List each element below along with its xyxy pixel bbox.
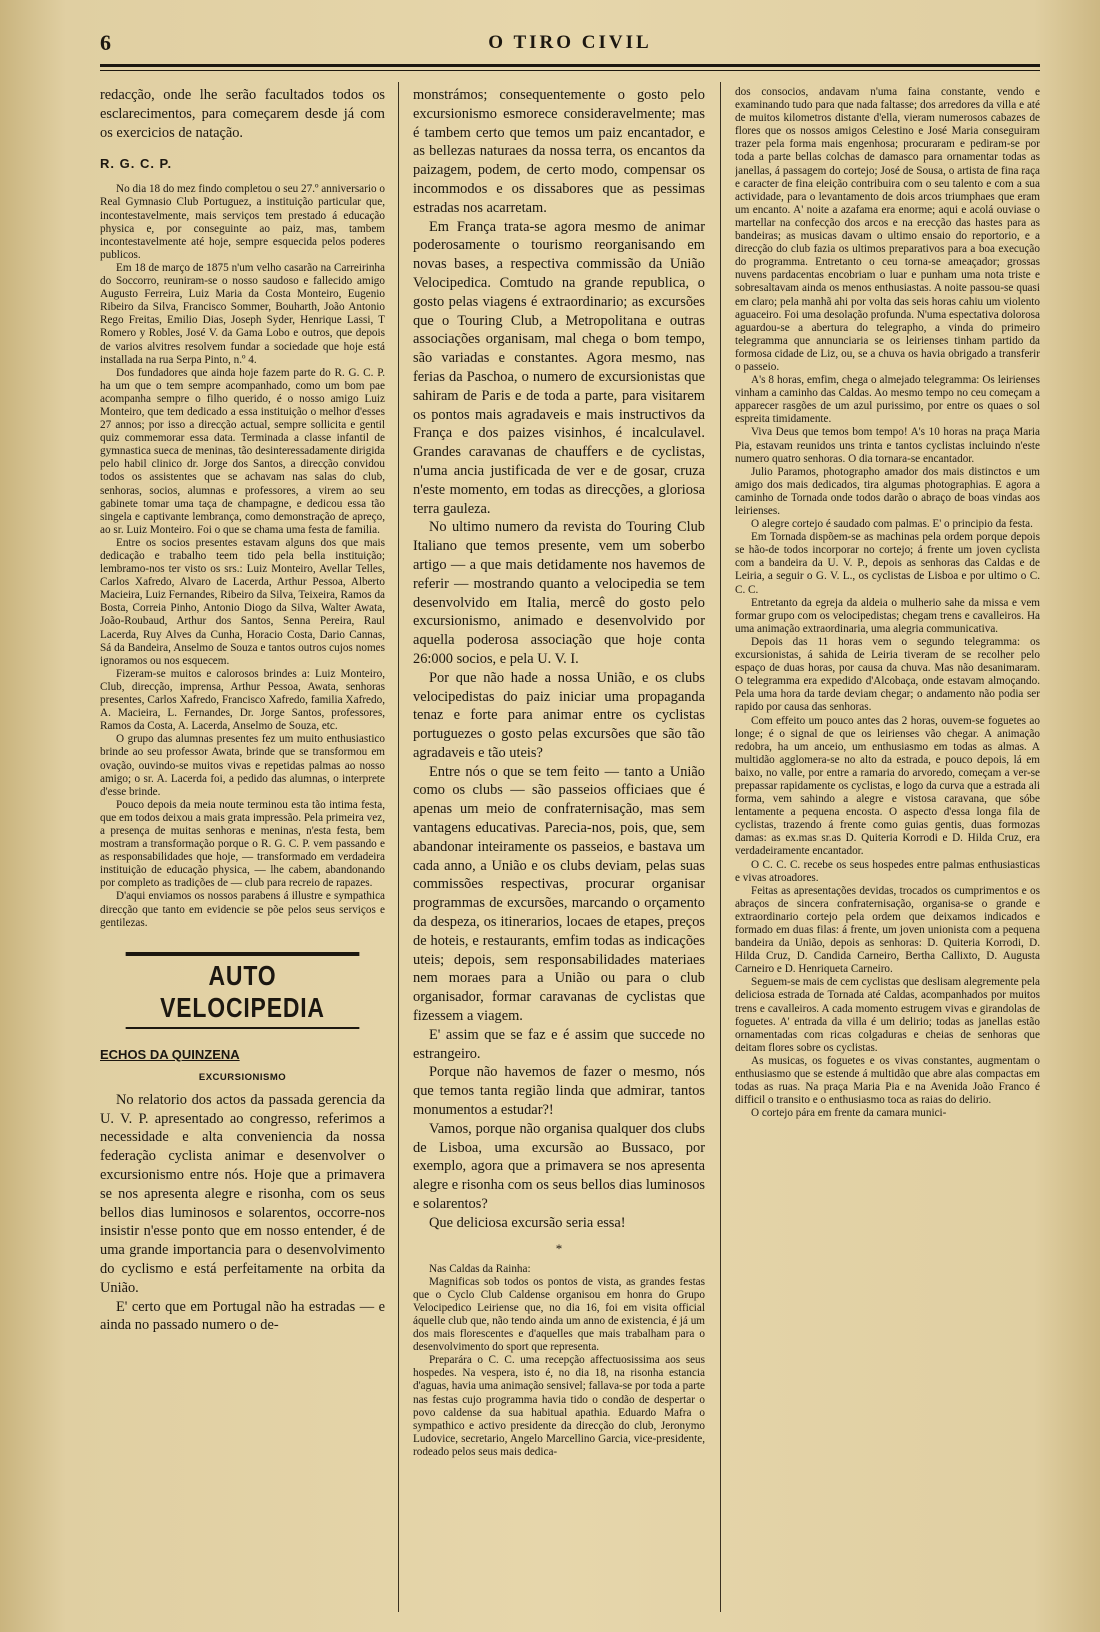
paragraph: Em Tornada dispõem-se as machinas pela ordem porque depois se hão-de todos incorporar no cortejo; á frente um joven cyclista com a bandeira da U. V. P., depois as senhoras das Caldas e de Leiria, a seguir o G. V. L., os cyclistas de Lisboa e por ultimo o C. C. C. — [735, 531, 1040, 596]
paragraph: As musicas, os foguetes e os vivas constantes, augmentam o enthusiasmo que se estende á multidão que abre alas compactas em todas as ruas. Na praça Maria Pia e na Avenida João Franco é difficil o transito e o enthusiasmo toca as raias do delirio. — [735, 1054, 1040, 1107]
paragraph: Depois das 11 horas vem o segundo telegramma: os excursionistas, á sahida de Leiria tiveram de se recolher pelo espaço de duas horas, por causa da chuva. Mas não desanimaram. O telegramma era expedido d'Alcobaça, onde estavam almoçando. Pela uma hora da tarde deviam chegar; o andamento não podia ser rapido por causa das senhoras. — [735, 635, 1040, 714]
paragraph: Vamos, porque não organisa qualquer dos clubs de Lisboa, uma excursão ao Bussaco, por exemplo, agora que a primavera se nos apresenta alegre e risonha com os seus bellos dias luminosos e solarentos? — [413, 1120, 705, 1213]
paragraph: Porque não havemos de fazer o mesmo, nós que temos tanta região linda que admirar, tantos monumentos a estudar?! — [413, 1064, 705, 1119]
page-number: 6 — [100, 30, 111, 55]
column-divider — [720, 82, 721, 1612]
paragraph: redacção, onde lhe serão facultados todos os esclarecimentos, para começarem desde já com os exercicios de natação. — [100, 87, 385, 141]
paragraph: E' assim que se faz e é assim que succede no estrangeiro. — [413, 1026, 705, 1062]
paragraph: No ultimo numero da revista do Touring Club Italiano que temos presente, vem um soberbo artigo — a que mais detidamente nos havemos de referir — mostrando quanto a velocipedia se tem desenvolvido em Italia, mercê do gosto pelo excursionismo, animado e desenvolvido por aquella poderosa associação que hoje conta 26:000 socios, e pela U. V. I. — [413, 519, 705, 667]
column-heading: ECHOS DA QUINZENA — [100, 1046, 240, 1062]
paragraph: D'aqui enviamos os nossos parabens á illustre e sympathica direcção que tanto em evidencie se põe pelos seus serviços e gentilezas. — [100, 890, 385, 929]
section-heading: R. G. C. P. — [100, 156, 173, 172]
section-banner: AUTO VELOCIPEDIA — [126, 952, 360, 1029]
paragraph: Por que não hade a nossa União, e os clubs velocipedistas do paiz iniciar uma propaganda tenaz e forte para animar entre os cyclistas portuguezes o gosto pelas excursões que são tão agradaveis e tão uteis? — [413, 669, 705, 761]
column-2 — [413, 86, 705, 1616]
header-rule-thin — [100, 70, 1040, 71]
paragraph: Preparára o C. C. uma recepção affectuosissima aos seus hospedes. Na vespera, isto é, no dia 18, na risonha estancia d'aguas, havia uma animação sensivel; fallava-se por toda a parte nas festas cujo programma havia tido o condão de despertar o povo caldense da sua habitual apathia. Eduardo Mafra o sympathico e activo presidente da direcção do club, Jeronymo Ludovice, secretario, Angelo Marcellino Garcia, vice-presidente, rodeado pelos seus mais dedica- — [413, 1354, 705, 1458]
paragraph: O alegre cortejo é saudado com palmas. E' o principio da festa. — [751, 518, 1033, 531]
column-1 — [100, 86, 385, 1616]
paragraph: Com effeito um pouco antes das 2 horas, ouvem-se foguetes ao longe; é o signal de que os leirienses vão chegar. A animação redobra, ha um anceio, um enthusiasmo em todas as almas. A multidão agglomera-se no alto da estrada, e pouco depois, lá em baixo, no valle, por entre a ramaria do arvoredo, começam a ver-se prepassar rapidamente os cyclistas, e logo da curva que a estrada ali forma, vem sahindo a alegre e vistosa caravana, que sóbe lentamente a pequena encosta. O aspecto d'essa longa fila de cyclistas, trazendo á frente como guias gentis, duas formozas damas: as ex.mas sr.as D. Quiteria Korrodi e D. Hilda Cruz, era verdadeiramente encantador. — [735, 714, 1040, 858]
paragraph: Entretanto da egreja da aldeia o mulherio sahe da missa e vem formar grupo com os velocipedistas; chegam trens e cavalleiros. Ha uma animação extraordinaria, uma alegria communicativa. — [735, 596, 1040, 635]
paragraph: dos consocios, andavam n'uma faina constante, vendo e examinando tudo para que nada faltasse; dos arredores da villa e até de muitos kilometros distante d'ella, vieram numerosos cabazes de flores que os nossos amigos Celestino e José Maria conseguiram trazer pela forma mais engenhosa; procuraram e pediram-se por toda a parte bellas colchas de damasco para ornamentar todas as janellas, á passagem do cortejo; José de Sousa, o artista de fina raça e caracter de fina eleição contribuira com o seu talento e com a sua actividade, para o levantamento de dois arcos triumphaes que eram um encanto. A' noite a azafama era enorme; aqui e acolá ouviase o martellar na confecção dos arcos e na erecção das hastes para as bandeiras; as musicas davam o ultimo ensaio do reportorio, e a direcção do club fazia os ultimos preparativos para a boa execução do programma. Entretanto o ceu torna-se ameaçador; grossas nuvens pardacentas encobriam o luar e punham uma nota triste e sobresaltavam ainda os menos enthusiastas. A noite passou-se quasi em claro; pela manhã ahi por volta das seis horas cahiu um violento aguaceiro. Foi uma desolação profunda. N'uma espectativa dolorosa aguardou-se a abertura do telegrapho, a vinda do primeiro telegramma que annunciaria se os leirienses tinham partido da formosa cidade de Liz, ou, se a chuva os havia obrigado a transferir o passeio. — [735, 86, 1040, 373]
paragraph: No dia 18 do mez findo completou o seu 27.º anniversario o Real Gymnasio Club Portuguez, a instituição particular que, incontestavelmente, mais serviços tem prestado á educação physica e, por conseguinte ao paiz, mas, tambem incontestavelmente até hoje, sempre esquecida pelos poderes publicos. — [100, 183, 385, 261]
paragraph: Em França trata-se agora mesmo de animar poderosamente o tourismo reorganisando em novas bases, a respectiva commissão da União Velocipedica. Comtudo na grande republica, o gosto pelas viagens é extraordinario; as excursões que o Touring Club, a Metropolitana e outras associações organisam, mal chega o bom tempo, são variadas e constantes. Agora mesmo, nas ferias da Paschoa, o numero de excursionistas que sahiram de Paris e de toda a parte, para visitarem os pontos mais agradaveis e mais instructivos da França e dos paizes visinhos, é incalculavel. Grandes caravanas de chauffers e de cyclistas, n'uma ancia justificada de ver e de gosar, cruza n'este momento, em todas as direcções, a gloriosa terra gauleza. — [413, 218, 705, 517]
paragraph: Que deliciosa excursão seria essa! — [429, 1214, 626, 1231]
newspaper-title: O TIRO CIVIL — [488, 32, 652, 53]
paragraph: No relatorio dos actos da passada gerencia da U. V. P. apresentado ao congresso, referimos a necessidade e alta conveniencia da nossa federação cyclista animar e desenvolver o excursionismo entre nós. Hoje que a primavera se nos apresenta alegre e risonha, com os seus bellos dias luminosos e solarentos, occorre-nos insistir n'esse ponto que em nosso entender, é de uma grande importancia para o desenvolvimento do cyclismo e está perfeitamente na orbita da União. — [100, 1091, 385, 1296]
paragraph: Dos fundadores que ainda hoje fazem parte do R. G. C. P. ha um que o tem sempre acompanhado, como um bom pae acompanha sempre o filho querido, é o nosso amigo Luiz Monteiro, que tem dedicado a essa instituição o melhor d'esses 27 annos; por isso a direcção actual, sempre sollicita e gentil quiz commemorar essa data. Terminada a classe infantil de gymnastica sueca de meninas, tão desinteressadamente dirigida pelo habil clinico dr. Jorge dos Santos, a direcção convidou todos os assistentes que se achavam nas salas do club, senhoras, socios, alumnas e professores, a virem ao seu gabinete tomar uma taça de champagne, e dedicou essa tão singela e captivante lembrança, como demonstração de apreço, ao sr. Luiz Monteiro. Foi o que se chama uma festa de familia. — [100, 366, 385, 536]
paragraph: O C. C. C. recebe os seus hospedes entre palmas enthusiasticas e vivas atroadores. — [735, 858, 1040, 884]
paragraph: Em 18 de março de 1875 n'um velho casarão na Carreirinha do Soccorro, reuniram-se o nosso saudoso e fallecido amigo Augusto Ferreira, Luiz Maria da Costa Monteiro, Eugenio Ribeiro da Silva, Francisco Sommer, Bouharth, João Antonio Rego Freitas, Emilio Dias, Joseph Syder, Henrique Lassi, T Romero y Robles, José V. da Gama Lobo e outros, que depois de varios alvitres resolvem fundar a sociedade que hoje está installada na rua Serpa Pinto, n.º 4. — [100, 261, 385, 366]
column-divider — [398, 82, 399, 1612]
paragraph: Entre nós o que se tem feito — tanto a União como os clubs — são passeios officiaes que é apenas um meio de confraternisação, mas sem vantagens educativas. Parecia-nos, pois, que, sem abandonar inteiramente os passeios, e bastava um cada anno, a União e os clubs deviam, pelas suas commissões respectivas, procurar organisar programmas de excursões, marcando o orçamento da despeza, os itinerarios, locaes de etapes, preços de hoteis, e restaurants, emfim todas as indicações uteis; depois, sem responsabilidades materiaes nem moraes para a União ou para o club organisador, formar caravanas de cyclistas que fizessem a viagem. — [413, 763, 705, 1025]
paragraph: monstrámos; consequentemente o gosto pelo excursionismo esmorece consideravelmente; mas é tambem certo que temos um paiz encantador, e as bellezas naturaes da nossa terra, os encantos da paizagem, podem, de certo modo, compensar os incommodos e os dissabores que as pessimas estradas nos acarretam. — [413, 87, 705, 216]
paragraph: Magnificas sob todos os pontos de vista, as grandes festas que o Cyclo Club Caldense organisou em honra do Grupo Velocipedico Leiriense que, no dia 16, foi em visita official áquelle club que, não tendo ainda um anno de existencia, é já um dos mais florescentes e d'aquelles que mais trabalham para o desenvolvimento do sport que representa. — [413, 1275, 705, 1354]
paragraph: Viva Deus que temos bom tempo! A's 10 horas na praça Maria Pia, estavam reunidos uns trinta e tantos cyclistas incluindo n'este numero quatro senhoras. O dia tornara-se encantador. — [735, 426, 1040, 465]
paragraph: Feitas as apresentações devidas, trocados os cumprimentos e os abraços de sincera confraternisação, organisa-se o grande e extraordinario cortejo pela ordem que deixamos indicados e formado em duas filas: á frente, um joven unionista com a pequena bandeira da União, depois as senhoras: D. Quiteria Korrodi, D. Hilda Cruz, D. Candida Carneiro, Bertha Callixto, D. Augusta Carneiro e D. Henriqueta Carneiro. — [735, 884, 1040, 976]
paragraph: O cortejo pára em frente da camara munici- — [751, 1107, 947, 1120]
paragraph: Nas Caldas da Rainha: — [429, 1262, 531, 1275]
page-header — [100, 30, 1040, 58]
paragraph: A's 8 horas, emfim, chega o almejado telegramma: Os leirienses vinham a caminho das Caldas. Ao mesmo tempo no ceu começam a apparecer rasgões de um azul purissimo, por entre os quaes o sol espreita timidamente. — [735, 374, 1040, 426]
paragraph: Seguem-se mais de cem cyclistas que deslisam alegremente pela deliciosa estrada de Tornada até Caldas, acompanhados por muitos trens e cavalleiros. A cada momento estrugem vivas e girandolas de foguetes. A' entrada da villa é um delirio; todas as janellas estão ornamentadas com ricas colgaduras e cheias de senhoras que deitam flores sobre os cyclistas. — [735, 976, 1040, 1054]
paragraph: Entre os socios presentes estavam alguns dos que mais dedicação e trabalho teem tido pela bella instituição; lembramo-nos ter visto os srs.: Luiz Monteiro, Avellar Telles, Carlos Xafredo, Alvaro de Lacerda, Arthur Pessoa, Alberto Macieira, Luiz Fernandes, Ribeiro da Silva, Teixeira, Ramos da Bosta, Correia Pinho, Antonio Diogo da Silva, Walter Awata, João-Roubaud, Arthur dos Santos, Senna Pereira, Raul Lacerda, Ruy Alves da Cunha, Horacio Costa, Dario Cannas, Sá da Bandeira, Anselmo de Souza e tantos outros cujos nomes ignoramos ou nos esquecem. — [100, 536, 385, 667]
subheading: EXCURSIONISMO — [198, 1071, 287, 1083]
paragraph: Fizeram-se muitos e calorosos brindes a: Luiz Monteiro, Club, direcção, imprensa, Arthur Pessoa, Awata, senhoras presentes, Carlos Xafredo, Francisco Xafredo, familia Xafredo, A. Macieira, L. Fernandes, Dr. Jorge Santos, professores, Ramos da Costa, A. Lacerda, Anselmo de Souza, etc. — [100, 667, 385, 733]
paragraph: Julio Paramos, photographo amador dos mais distinctos e um amigo dos mais dedicados, tira algumas photographias. E agora a caminho de Tornada onde todos darão o abraço de boas vindas aos leirienses. — [735, 465, 1040, 517]
paragraph: E' certo que em Portugal não ha estradas — e ainda no passado numero o de- — [100, 1298, 385, 1334]
paragraph: Pouco depois da meia noute terminou esta tão intima festa, que em todos deixou a mais grata impressão. Pela primeira vez, a presença de muitas senhoras e meninas, n'esta festa, bem mostram a transformação porque o R. G. C. P. vem passando e as responsabilidades que hoje, — transformado em verdadeira instituição de educação physica, — lhe cabem, abandonando por completo as tradições de — club para recreio de rapazes. — [100, 798, 385, 890]
paragraph: O grupo das alumnas presentes fez um muito enthusiastico brinde ao seu professor Awata, brinde que se transformou em ovação, ouvindo-se muitos vivas e repetidas palmas ao nosso amigo; o sr. A. Lacerda foi, a pedido das alumnas, o interprete d'esse brinde. — [100, 733, 385, 798]
column-3 — [735, 86, 1040, 1616]
section-separator: * — [555, 1240, 563, 1256]
header-rule-thick — [100, 64, 1040, 67]
